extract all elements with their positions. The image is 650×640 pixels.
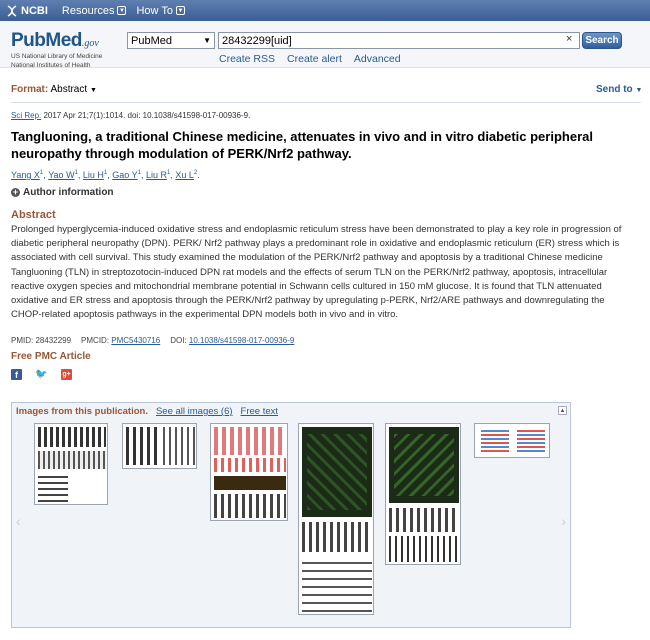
search-links bbox=[219, 53, 401, 65]
howto-label: How To bbox=[136, 4, 173, 17]
pmcid: PMCID: PMC5430716 bbox=[81, 336, 161, 345]
images-panel-header bbox=[16, 406, 278, 417]
chevron-down-icon: ▼ bbox=[89, 87, 97, 94]
format-selector[interactable] bbox=[11, 84, 97, 95]
author-item[interactable]: Liu $R^1$, bbox=[146, 170, 176, 180]
author-item[interactable]: Liu $H^1$, bbox=[82, 170, 113, 180]
database-select[interactable] bbox=[127, 32, 215, 49]
search-button[interactable]: Search bbox=[582, 32, 622, 49]
chevron-down-icon: ▼ bbox=[118, 7, 125, 14]
article-identifiers bbox=[11, 336, 294, 345]
format-label: Format: bbox=[11, 84, 49, 95]
chevron-down-icon: ▼ bbox=[203, 36, 211, 45]
database-select-value: PubMed bbox=[131, 34, 172, 47]
figure-thumbnail[interactable] bbox=[34, 423, 108, 505]
doi-link[interactable]: 10.1038/s41598-017-00936-9 bbox=[188, 336, 295, 345]
doi: DOI: 10.1038/s41598-017-00936-9 bbox=[170, 336, 295, 345]
pubmed-header bbox=[0, 21, 650, 68]
scroll-up-arrow[interactable]: ▲ bbox=[559, 408, 566, 414]
author-list bbox=[11, 170, 200, 180]
citation-details: 2017 Apr 21;7(1):1014. doi: 10.1038/s41598-017-00936-9. bbox=[41, 111, 251, 120]
see-all-images-link[interactable]: See all images (6) bbox=[155, 406, 233, 417]
author-item[interactable]: Yang $X^1$, bbox=[11, 170, 49, 180]
images-panel bbox=[11, 402, 571, 628]
ncbi-helix-icon bbox=[6, 5, 18, 17]
twitter-icon[interactable]: 🐦 bbox=[35, 369, 48, 380]
figure-thumbnail[interactable] bbox=[298, 423, 374, 615]
abstract-text: Prolonged hyperglycemia-induced oxidative stress and endoplasmic reticulum stress have been demonstrated to play a key role in progression of diabetic peripheral neuropathy (DPN). PERK/ Nrf2 pathway plays a predominant role in oxidative and endoplasmic reticulum (ER) stress which is associated with cell survival. This study examined the modulation of the PERK/Nrf2 pathway and apoptosis by a traditional Chinese medicine Tangluoning (TLN) in streptozotocin-induced DPN rat models and the effects of serum TLN on the PERK/Nrf2 pathway, apoptosis, intracellular reactive oxygen species and mitochondrial membrane potential in Schwann cells cultured in 150 mM glucose. It is found that TLN attenuated oxidative and ER stress and apoptosis through the PERK/Nrf2 pathway by upregulating p-PERK, Nrf2/ARE pathways and downregulating the CHOP-related apoptosis pathways in the experimental DPN models both in vivo and in vitro. bbox=[11, 224, 622, 321]
howto-menu[interactable] bbox=[136, 5, 184, 17]
create-alert-link[interactable]: Create alert bbox=[287, 53, 342, 65]
send-to-menu[interactable] bbox=[596, 84, 642, 95]
social-share bbox=[11, 369, 72, 380]
advanced-search-link[interactable]: Advanced bbox=[353, 53, 401, 65]
pmid: PMID: 28432299 bbox=[11, 336, 72, 345]
ncbi-logo[interactable] bbox=[6, 5, 48, 17]
pubmed-logo-pub: Pub bbox=[11, 30, 46, 51]
author-item[interactable]: Yao $W^1$, bbox=[48, 170, 83, 180]
create-rss-link[interactable]: Create RSS bbox=[219, 53, 276, 65]
journal-link[interactable]: Sci Rep. bbox=[11, 111, 42, 120]
images-heading: Images from this publication. bbox=[16, 406, 148, 417]
chevron-down-icon: ▼ bbox=[177, 7, 184, 14]
nlm-label: US National Library of Medicine bbox=[11, 53, 103, 60]
free-text-link[interactable]: Free text bbox=[240, 406, 279, 417]
ncbi-logo-text: NCBI bbox=[21, 4, 48, 17]
figure-thumbnail[interactable] bbox=[474, 423, 550, 458]
carousel-prev-arrow[interactable]: ‹ bbox=[16, 513, 21, 529]
facebook-icon[interactable]: f bbox=[11, 369, 22, 380]
abstract-heading: Abstract bbox=[11, 209, 56, 221]
send-to-label: Send to bbox=[596, 84, 633, 95]
author-information-toggle[interactable] bbox=[11, 187, 114, 198]
divider bbox=[11, 102, 641, 103]
carousel-next-arrow[interactable]: › bbox=[561, 513, 566, 529]
nih-label: National Institutes of Health bbox=[11, 62, 91, 69]
format-value: Abstract bbox=[50, 84, 88, 95]
author-item[interactable]: Xu $L^2$. bbox=[175, 170, 200, 180]
figure-thumbnail[interactable] bbox=[122, 423, 197, 469]
search-input-value: 28432299[uid] bbox=[222, 34, 292, 47]
expand-plus-icon: + bbox=[12, 187, 19, 197]
resources-label: Resources bbox=[61, 4, 115, 17]
pmcid-link[interactable]: PMC5430716 bbox=[111, 336, 161, 345]
figure-thumbnail[interactable] bbox=[385, 423, 461, 565]
pubmed-logo-med: Med bbox=[45, 30, 82, 51]
resources-menu[interactable] bbox=[62, 5, 127, 17]
figure-thumbnail[interactable] bbox=[210, 423, 288, 521]
clear-search-icon[interactable]: × bbox=[566, 33, 573, 45]
google-plus-icon[interactable]: g+ bbox=[62, 371, 71, 378]
author-item[interactable]: Gao $Y^1$, bbox=[112, 170, 147, 180]
ncbi-top-bar bbox=[0, 0, 650, 21]
citation bbox=[11, 111, 250, 120]
free-pmc-article-link[interactable]: Free PMC Article bbox=[11, 351, 91, 362]
article-title: Tangluoning, a traditional Chinese medicine, attenuates in vivo and in vitro diabetic peripheral neuropathy through modulation of PERK/Nrf2 pathway. bbox=[11, 129, 593, 161]
search-input[interactable] bbox=[218, 32, 580, 49]
author-information-label: Author information bbox=[23, 187, 114, 198]
pubmed-logo-gov: .gov bbox=[81, 38, 99, 49]
pubmed-logo[interactable] bbox=[11, 30, 102, 70]
chevron-down-icon: ▼ bbox=[635, 87, 643, 94]
